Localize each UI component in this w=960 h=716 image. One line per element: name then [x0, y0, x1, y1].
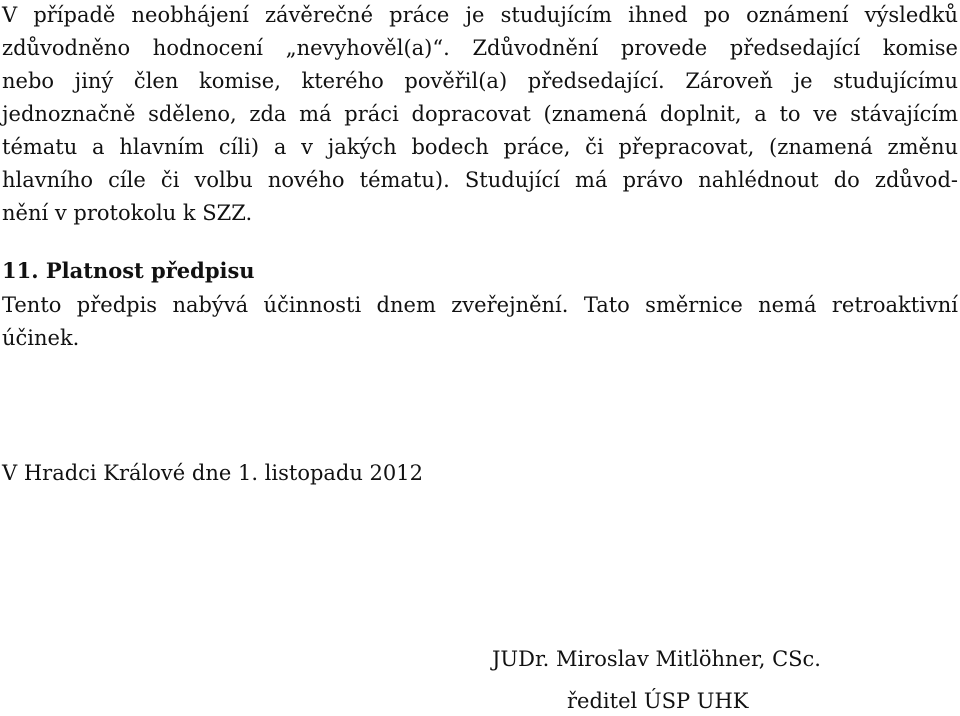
paragraph-line: jednoznačně sděleno, zda má práci dopracovat (znamená doplnit, a to ve stávajícím: [2, 102, 958, 126]
section-line: Tento předpis nabývá účinnosti dnem zveřejnění. Tato směrnice nemá retroaktivní: [2, 293, 958, 317]
paragraph-line: hlavního cíle či volbu nového tématu). Studující má právo nahlédnout do zdůvod-: [2, 168, 958, 192]
paragraph-line: tématu a hlavním cíli) a v jakých bodech práce, či přepracovat, (znamená změnu: [2, 135, 958, 159]
section-line: účinek.: [2, 326, 80, 350]
signatory-title: ředitel ÚSP UHK: [567, 689, 749, 713]
paragraph-line: V případě neobhájení závěrečné práce je studujícím ihned po oznámení výsledků: [2, 3, 958, 27]
section-heading: 11. Platnost předpisu: [2, 258, 255, 283]
place-and-date: V Hradci Králové dne 1. listopadu 2012: [2, 461, 424, 485]
paragraph-line: nebo jiný člen komise, kterého pověřil(a) předsedající. Zároveň je studujícímu: [2, 69, 958, 93]
paragraph-line: zdůvodněno hodnocení „nevyhověl(a)“. Zdůvodnění provede předsedající komise: [2, 36, 958, 60]
signatory-name: JUDr. Miroslav Mitlöhner, CSc.: [492, 647, 821, 671]
paragraph-line: nění v protokolu k SZZ.: [2, 201, 253, 225]
